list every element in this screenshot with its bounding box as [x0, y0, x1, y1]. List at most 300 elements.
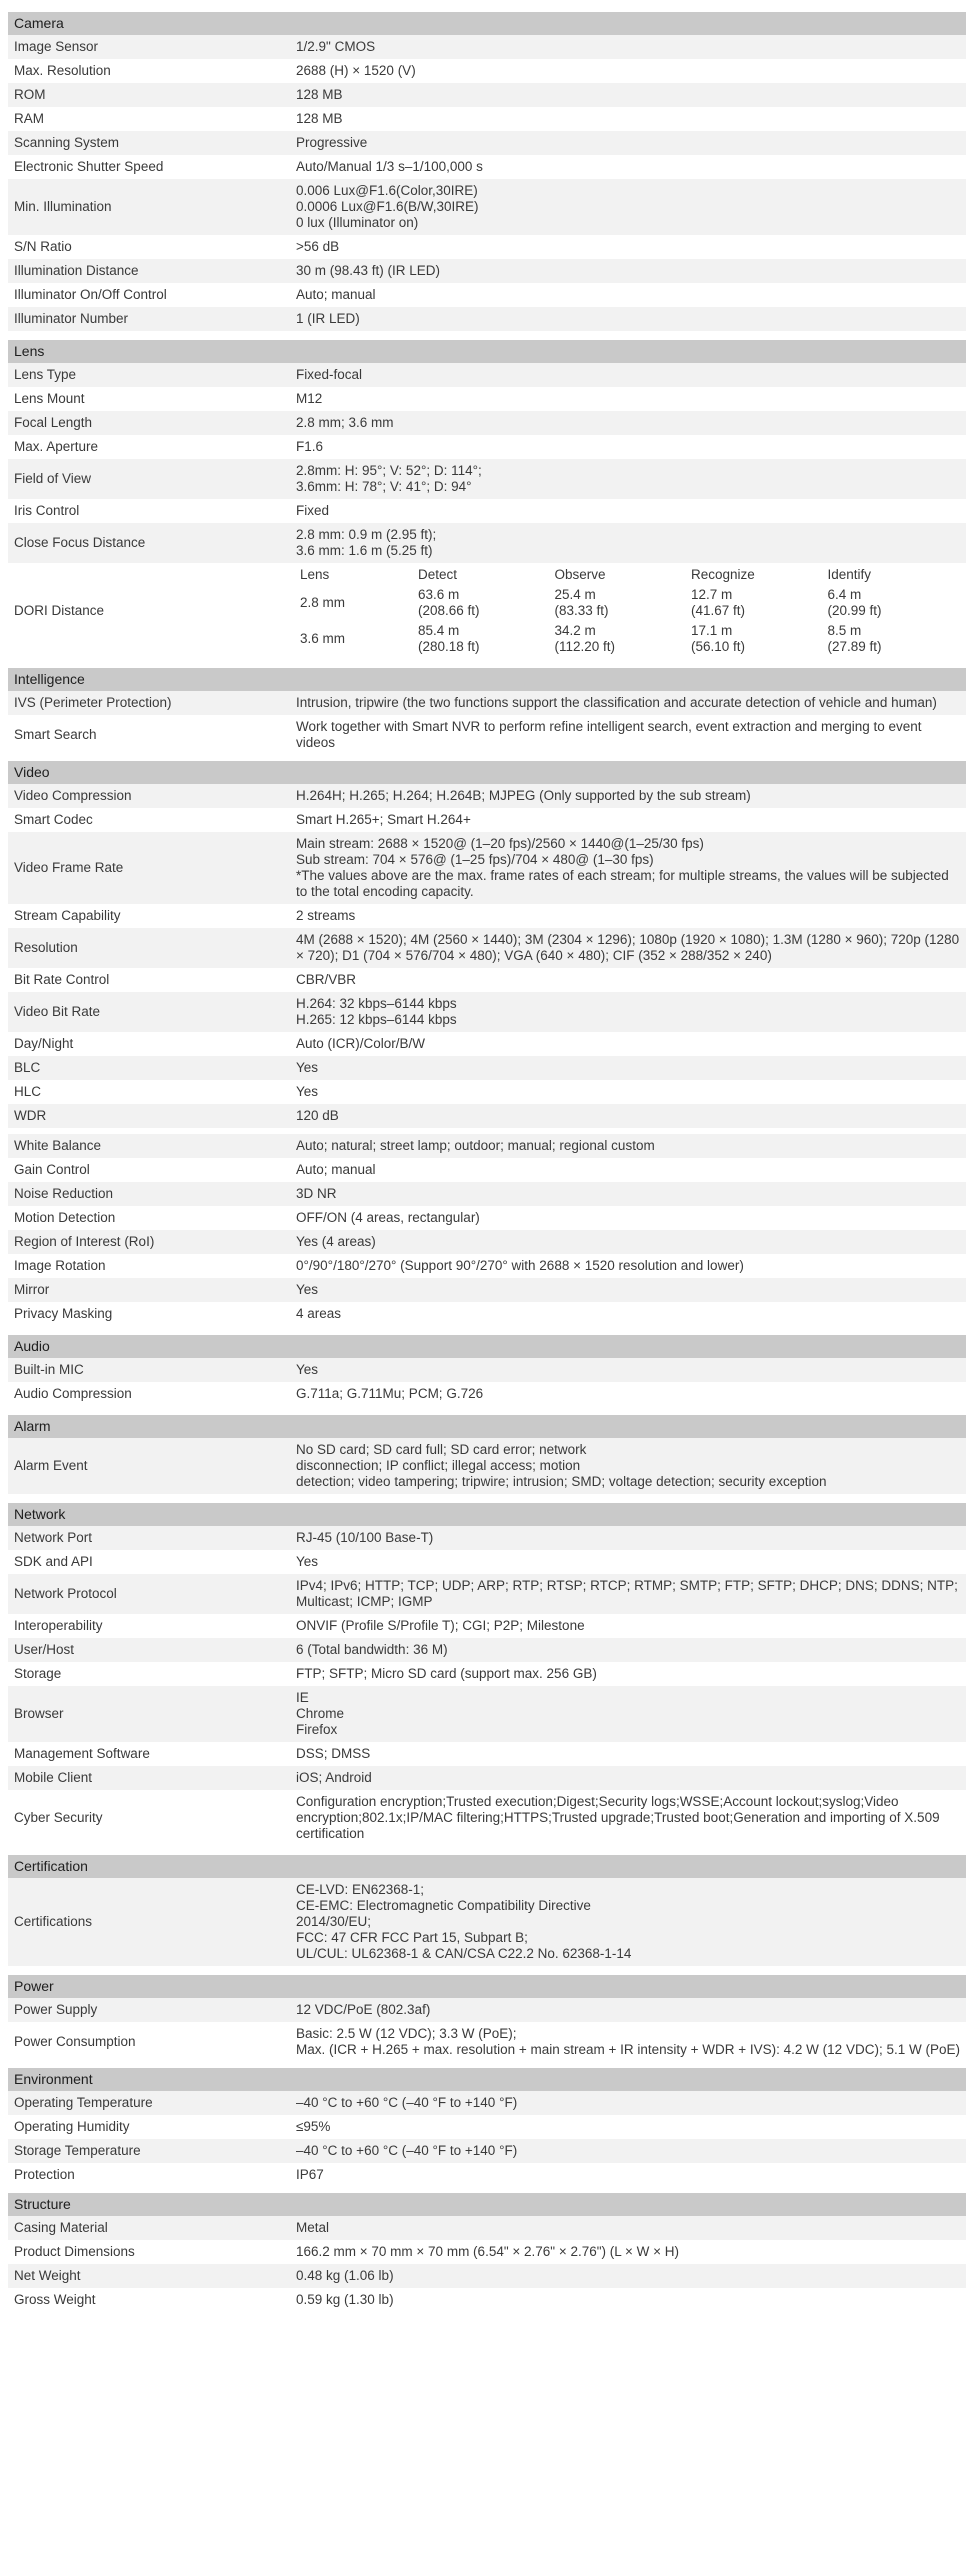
spec-value-line: Yes — [296, 1362, 319, 1377]
spec-value — [290, 1686, 966, 1742]
dori-value-line: 85.4 m — [418, 623, 460, 638]
section-header: Video — [8, 761, 966, 784]
spec-label: Storage — [8, 1662, 290, 1686]
spec-value — [290, 1182, 966, 1206]
spec-label: Bit Rate Control — [8, 968, 290, 992]
dori-value-line: 34.2 m — [554, 623, 596, 638]
spec-value — [290, 1382, 966, 1406]
spec-label: Illumination Distance — [8, 259, 290, 283]
spec-value — [290, 2216, 966, 2240]
dori-value-line: (208.66 ft) — [418, 603, 480, 618]
spec-value — [290, 1742, 966, 1766]
spec-value — [290, 1998, 966, 2022]
spec-value — [290, 832, 966, 904]
spec-label: Lens Type — [8, 363, 290, 387]
spec-value-line: H.264H; H.265; H.264; H.264B; MJPEG (Only supported by the sub stream) — [296, 788, 751, 803]
section-audio — [8, 1335, 966, 1406]
section-header: Audio — [8, 1335, 966, 1358]
section-intelligence — [8, 668, 966, 755]
spec-value — [290, 107, 966, 131]
spec-row — [8, 1254, 966, 1278]
spec-row — [8, 1638, 966, 1662]
dori-value-line: 63.6 m — [418, 587, 460, 602]
dori-value — [551, 585, 688, 621]
section-header: Network — [8, 1503, 966, 1526]
section-alarm — [8, 1415, 966, 1494]
section-header: Structure — [8, 2193, 966, 2216]
spec-row — [8, 691, 966, 715]
spec-label: Scanning System — [8, 131, 290, 155]
dori-value — [687, 585, 824, 621]
spec-value — [290, 2288, 966, 2312]
spec-value — [290, 1550, 966, 1574]
spec-value — [290, 179, 966, 235]
spec-value-line: Basic: 2.5 W (12 VDC); 3.3 W (PoE); — [296, 2026, 517, 2041]
spec-row — [8, 1056, 966, 1080]
spec-table — [8, 1998, 966, 2062]
spec-value — [290, 1790, 966, 1846]
spec-sheet — [8, 0, 966, 2312]
spec-value-line: UL/CUL: UL62368-1 & CAN/CSA C22.2 No. 62368-1-14 — [296, 1946, 632, 1961]
spec-value — [290, 904, 966, 928]
spec-value — [290, 2240, 966, 2264]
spec-table — [8, 2091, 966, 2187]
spec-row — [8, 2022, 966, 2062]
spec-row — [8, 59, 966, 83]
spec-label: S/N Ratio — [8, 235, 290, 259]
spec-label: RAM — [8, 107, 290, 131]
spec-value-line: 128 MB — [296, 87, 343, 102]
spec-value-line: IPv4; IPv6; HTTP; TCP; UDP; ARP; RTP; RTSP; RTCP; RTMP; SMTP; FTP; SFTP; DHCP; DNS; DDNS; NTP; Multicast; ICMP; IGMP — [296, 1578, 958, 1609]
spec-row — [8, 928, 966, 968]
spec-value-line: H.264: 32 kbps–6144 kbps — [296, 996, 457, 1011]
spec-row — [8, 2163, 966, 2187]
dori-row — [296, 621, 960, 657]
spec-value — [290, 499, 966, 523]
spec-value — [290, 1158, 966, 1182]
spec-value-line: 0°/90°/180°/270° (Support 90°/270° with 2688 × 1520 resolution and lower) — [296, 1258, 744, 1273]
spec-label: Alarm Event — [8, 1438, 290, 1494]
spec-value — [290, 459, 966, 499]
spec-label: Max. Resolution — [8, 59, 290, 83]
spec-value — [290, 1878, 966, 1966]
spec-table — [8, 1438, 966, 1494]
dori-value — [551, 621, 688, 657]
spec-label: Browser — [8, 1686, 290, 1742]
spec-value-line: 2.8mm: H: 95°; V: 52°; D: 114°; — [296, 463, 482, 478]
section-camera — [8, 12, 966, 331]
spec-value — [290, 2091, 966, 2115]
spec-value-line: FCC: 47 CFR FCC Part 15, Subpart B; — [296, 1930, 528, 1945]
spec-value — [290, 1230, 966, 1254]
spec-value-line: 12 VDC/PoE (802.3af) — [296, 2002, 431, 2017]
dori-value-line: 8.5 m — [827, 623, 862, 638]
spec-value-line: Yes — [296, 1060, 319, 1075]
spec-row — [8, 107, 966, 131]
spec-row — [8, 1382, 966, 1406]
spec-value-line: iOS; Android — [296, 1770, 372, 1785]
spec-row — [8, 1358, 966, 1382]
dori-value — [414, 585, 551, 621]
spec-value-line: *The values above are the max. frame rates of each stream; for multiple streams, the values will be subjected to the total encoding capacity. — [296, 868, 949, 899]
dori-header: Observe — [554, 567, 606, 582]
spec-label: Max. Aperture — [8, 435, 290, 459]
spec-value-line: Fixed — [296, 503, 330, 518]
spec-label: Certifications — [8, 1878, 290, 1966]
spec-row — [8, 1790, 966, 1846]
spec-row — [8, 1574, 966, 1614]
spec-table — [8, 35, 966, 331]
spec-row — [8, 1104, 966, 1128]
spec-value-line: Yes (4 areas) — [296, 1234, 376, 1249]
spec-value-line: Fixed-focal — [296, 367, 363, 382]
spec-value-line: Configuration encryption;Trusted execution;Digest;Security logs;WSSE;Account lockout;syslog;Video encryption;802.1x;IP/MAC filtering;HTTPS;Trusted upgrade;Trusted boot;Generation and importing of X.509 certification — [296, 1794, 940, 1841]
spec-row — [8, 2115, 966, 2139]
spec-label: Network Protocol — [8, 1574, 290, 1614]
spec-value-line: –40 °C to +60 °C (–40 °F to +140 °F) — [296, 2095, 518, 2110]
spec-value-line: IE — [296, 1690, 309, 1705]
spec-value — [290, 784, 966, 808]
spec-value-line: 2688 (H) × 1520 (V) — [296, 63, 416, 78]
spec-row — [8, 1182, 966, 1206]
spec-row — [8, 411, 966, 435]
spec-row — [8, 808, 966, 832]
spec-row — [8, 283, 966, 307]
spec-table — [8, 2216, 966, 2312]
spec-row — [8, 2216, 966, 2240]
spec-label: Image Sensor — [8, 35, 290, 59]
spec-label: Illuminator Number — [8, 307, 290, 331]
spec-label: Audio Compression — [8, 1382, 290, 1406]
dori-value-line: (41.67 ft) — [691, 603, 746, 618]
spec-value-line: Auto/Manual 1/3 s–1/100,000 s — [296, 159, 483, 174]
spec-value-line: CE-LVD: EN62368-1; — [296, 1882, 425, 1897]
spec-row — [8, 1614, 966, 1638]
spec-value-line: 0.48 kg (1.06 lb) — [296, 2268, 394, 2283]
spec-value-line: Yes — [296, 1282, 319, 1297]
dori-value-line: 6.4 m — [827, 587, 862, 602]
spec-value-line: CE-EMC: Electromagnetic Compatibility Directive — [296, 1898, 591, 1913]
spec-label: Built-in MIC — [8, 1358, 290, 1382]
spec-value — [290, 387, 966, 411]
spec-row — [8, 179, 966, 235]
spec-row — [8, 499, 966, 523]
dori-cell — [290, 563, 966, 659]
dori-lens: 3.6 mm — [300, 631, 346, 646]
spec-value-line: M12 — [296, 391, 323, 406]
spec-label: Gross Weight — [8, 2288, 290, 2312]
spec-row — [8, 715, 966, 755]
spec-row — [8, 1158, 966, 1182]
spec-row — [8, 1080, 966, 1104]
spec-label: Gain Control — [8, 1158, 290, 1182]
spec-value — [290, 2163, 966, 2187]
spec-value-line: 2014/30/EU; — [296, 1914, 372, 1929]
spec-table — [8, 1358, 966, 1406]
spec-value-line: –40 °C to +60 °C (–40 °F to +140 °F) — [296, 2143, 518, 2158]
section-header: Power — [8, 1975, 966, 1998]
spec-value-line: 3D NR — [296, 1186, 337, 1201]
spec-row — [8, 435, 966, 459]
spec-label: Region of Interest (RoI) — [8, 1230, 290, 1254]
dori-header: Lens — [300, 567, 330, 582]
spec-value-line: 30 m (98.43 ft) (IR LED) — [296, 263, 441, 278]
spec-table — [8, 1134, 966, 1326]
spec-value-line: ONVIF (Profile S/Profile T); CGI; P2P; Milestone — [296, 1618, 585, 1633]
spec-value-line: Chrome — [296, 1706, 345, 1721]
spec-value — [290, 1358, 966, 1382]
spec-label: Close Focus Distance — [8, 523, 290, 563]
section-structure — [8, 2193, 966, 2312]
spec-label: Net Weight — [8, 2264, 290, 2288]
spec-row — [8, 1766, 966, 1790]
section-header: Lens — [8, 340, 966, 363]
spec-value — [290, 1104, 966, 1128]
spec-value — [290, 363, 966, 387]
spec-value — [290, 283, 966, 307]
spec-row — [8, 1686, 966, 1742]
spec-row — [8, 1662, 966, 1686]
spec-label: Stream Capability — [8, 904, 290, 928]
spec-value — [290, 691, 966, 715]
spec-row — [8, 1526, 966, 1550]
spec-row — [8, 904, 966, 928]
spec-value-line: 3.6mm: H: 78°; V: 41°; D: 94° — [296, 479, 472, 494]
spec-value — [290, 411, 966, 435]
spec-value-line: No SD card; SD card full; SD card error; network — [296, 1442, 587, 1457]
spec-label: Storage Temperature — [8, 2139, 290, 2163]
spec-value — [290, 992, 966, 1032]
spec-value — [290, 1032, 966, 1056]
spec-label: HLC — [8, 1080, 290, 1104]
spec-row — [8, 1302, 966, 1326]
spec-value-line: >56 dB — [296, 239, 340, 254]
spec-value-line: G.711a; G.711Mu; PCM; G.726 — [296, 1386, 484, 1401]
spec-label: Cyber Security — [8, 1790, 290, 1846]
spec-row — [8, 259, 966, 283]
spec-row — [8, 1742, 966, 1766]
spec-row — [8, 523, 966, 563]
spec-value — [290, 35, 966, 59]
spec-value-line: Auto; manual — [296, 287, 376, 302]
spec-value-line: 128 MB — [296, 111, 343, 126]
spec-value — [290, 155, 966, 179]
spec-table — [8, 1526, 966, 1846]
spec-row — [8, 2264, 966, 2288]
spec-value-line: ≤95% — [296, 2119, 331, 2134]
spec-label: Power Consumption — [8, 2022, 290, 2062]
spec-value-line: 0.59 kg (1.30 lb) — [296, 2292, 394, 2307]
section-header: Camera — [8, 12, 966, 35]
spec-row — [8, 35, 966, 59]
spec-value-line: 6 (Total bandwidth: 36 M) — [296, 1642, 448, 1657]
spec-label: Operating Temperature — [8, 2091, 290, 2115]
spec-label: Iris Control — [8, 499, 290, 523]
spec-row — [8, 784, 966, 808]
dori-value-line: (56.10 ft) — [691, 639, 746, 654]
spec-row — [8, 2240, 966, 2264]
spec-value — [290, 1662, 966, 1686]
spec-row — [8, 2288, 966, 2312]
spec-value — [290, 2022, 966, 2062]
spec-row — [8, 968, 966, 992]
spec-label: Operating Humidity — [8, 2115, 290, 2139]
spec-row — [8, 2139, 966, 2163]
spec-row — [8, 83, 966, 107]
section-environment — [8, 2068, 966, 2187]
spec-value-line: disconnection; IP conflict; illegal access; motion — [296, 1458, 581, 1473]
spec-label: Video Bit Rate — [8, 992, 290, 1032]
spec-value — [290, 808, 966, 832]
spec-value-line: detection; video tampering; tripwire; intrusion; SMD; voltage detection; security exception — [296, 1474, 827, 1489]
spec-row — [8, 235, 966, 259]
spec-label: Interoperability — [8, 1614, 290, 1638]
spec-value — [290, 1302, 966, 1326]
spec-label: Power Supply — [8, 1998, 290, 2022]
spec-label: Mobile Client — [8, 1766, 290, 1790]
spec-value — [290, 131, 966, 155]
dori-value-line: (280.18 ft) — [418, 639, 480, 654]
spec-value-line: OFF/ON (4 areas, rectangular) — [296, 1210, 480, 1225]
spec-label: Focal Length — [8, 411, 290, 435]
spec-label: Video Frame Rate — [8, 832, 290, 904]
spec-label: DORI Distance — [8, 563, 290, 659]
spec-value — [290, 259, 966, 283]
spec-value-line: 2.8 mm: 0.9 m (2.95 ft); — [296, 527, 437, 542]
dori-row — [296, 585, 960, 621]
spec-row — [8, 155, 966, 179]
spec-value-line: H.265: 12 kbps–6144 kbps — [296, 1012, 457, 1027]
dori-value — [414, 621, 551, 657]
spec-label: Image Rotation — [8, 1254, 290, 1278]
spec-value-line: IP67 — [296, 2167, 324, 2182]
spec-label: WDR — [8, 1104, 290, 1128]
dori-value-line: 12.7 m — [691, 587, 733, 602]
spec-label: Illuminator On/Off Control — [8, 283, 290, 307]
spec-row — [8, 363, 966, 387]
spec-value-line: 4M (2688 × 1520); 4M (2560 × 1440); 3M (2304 × 1296); 1080p (1920 × 1080); 1.3M (1280 × 960); 720p (1280 × 720); D1 (704 × 576/704 × 480); VGA (640 × 480); CIF (352 × 288/352 × 240) — [296, 932, 960, 963]
section-header: Alarm — [8, 1415, 966, 1438]
spec-row — [8, 1550, 966, 1574]
spec-value — [290, 1080, 966, 1104]
spec-value-line: Yes — [296, 1084, 319, 1099]
spec-value — [290, 1638, 966, 1662]
dori-value-line: (27.89 ft) — [827, 639, 882, 654]
section-lens — [8, 340, 966, 659]
spec-value — [290, 1056, 966, 1080]
spec-row — [8, 992, 966, 1032]
spec-label: Field of View — [8, 459, 290, 499]
spec-label: Electronic Shutter Speed — [8, 155, 290, 179]
spec-value-line: 0 lux (Illuminator on) — [296, 215, 419, 230]
dori-header: Identify — [827, 567, 872, 582]
spec-label: Resolution — [8, 928, 290, 968]
spec-value-line: 1 (IR LED) — [296, 311, 360, 326]
dori-value — [687, 621, 824, 657]
spec-row — [8, 459, 966, 499]
section-video — [8, 761, 966, 1326]
spec-value — [290, 928, 966, 968]
spec-value-line: Max. (ICR + H.265 + max. resolution + main stream + IR intensity + WDR + IVS): 4.2 W (12 VDC); 5.1 W (PoE) — [296, 2042, 960, 2057]
dori-value-line: 25.4 m — [554, 587, 596, 602]
spec-label: Motion Detection — [8, 1206, 290, 1230]
section-network — [8, 1503, 966, 1846]
spec-value-line: Smart H.265+; Smart H.264+ — [296, 812, 471, 827]
spec-value — [290, 1574, 966, 1614]
spec-value-line: 4 areas — [296, 1306, 342, 1321]
dori-table — [296, 565, 960, 657]
spec-label: Management Software — [8, 1742, 290, 1766]
spec-value-line: Auto (ICR)/Color/B/W — [296, 1036, 426, 1051]
spec-value — [290, 2115, 966, 2139]
spec-row — [8, 1206, 966, 1230]
section-certification — [8, 1855, 966, 1966]
spec-value — [290, 968, 966, 992]
spec-label: Video Compression — [8, 784, 290, 808]
spec-table — [8, 1878, 966, 1966]
spec-row — [8, 1032, 966, 1056]
dori-value — [824, 621, 961, 657]
spec-value — [290, 2139, 966, 2163]
dori-value-line: 17.1 m — [691, 623, 733, 638]
dori-value-line: (83.33 ft) — [554, 603, 609, 618]
spec-row — [8, 1278, 966, 1302]
spec-table — [8, 691, 966, 755]
dori-value — [824, 585, 961, 621]
spec-value-line: 3.6 mm: 1.6 m (5.25 ft) — [296, 543, 433, 558]
spec-value-line: Work together with Smart NVR to perform refine intelligent search, event extraction and merging to event videos — [296, 719, 922, 750]
spec-value-line: Progressive — [296, 135, 368, 150]
spec-row — [8, 131, 966, 155]
spec-row — [8, 307, 966, 331]
section-header: Environment — [8, 2068, 966, 2091]
spec-row-dori — [8, 563, 966, 659]
spec-value — [290, 1278, 966, 1302]
spec-value — [290, 235, 966, 259]
spec-value-line: Auto; natural; street lamp; outdoor; manual; regional custom — [296, 1138, 655, 1153]
spec-label: White Balance — [8, 1134, 290, 1158]
dori-value-line: (20.99 ft) — [827, 603, 882, 618]
spec-value-line: Metal — [296, 2220, 330, 2235]
spec-value-line: 0.006 Lux@F1.6(Color,30IRE) — [296, 183, 478, 198]
spec-label: BLC — [8, 1056, 290, 1080]
spec-value-line: DSS; DMSS — [296, 1746, 371, 1761]
dori-lens: 2.8 mm — [300, 595, 346, 610]
spec-row — [8, 2091, 966, 2115]
spec-value-line: FTP; SFTP; Micro SD card (support max. 256 GB) — [296, 1666, 597, 1681]
spec-value-line: 2.8 mm; 3.6 mm — [296, 415, 394, 430]
section-power — [8, 1975, 966, 2062]
section-header: Intelligence — [8, 668, 966, 691]
spec-table — [8, 363, 966, 659]
spec-label: SDK and API — [8, 1550, 290, 1574]
spec-row — [8, 387, 966, 411]
spec-value — [290, 1614, 966, 1638]
spec-label: User/Host — [8, 1638, 290, 1662]
spec-value — [290, 1526, 966, 1550]
spec-label: Lens Mount — [8, 387, 290, 411]
spec-label: Mirror — [8, 1278, 290, 1302]
spec-table — [8, 784, 966, 1128]
spec-value-line: Sub stream: 704 × 576@ (1–25 fps)/704 × 480@ (1–30 fps) — [296, 852, 654, 867]
spec-label: Privacy Masking — [8, 1302, 290, 1326]
dori-value-line: (112.20 ft) — [554, 639, 616, 654]
spec-value — [290, 1206, 966, 1230]
spec-value — [290, 2264, 966, 2288]
spec-row — [8, 1230, 966, 1254]
spec-value-line: 166.2 mm × 70 mm × 70 mm (6.54" × 2.76" × 2.76") (L × W × H) — [296, 2244, 680, 2259]
dori-header: Recognize — [691, 567, 755, 582]
